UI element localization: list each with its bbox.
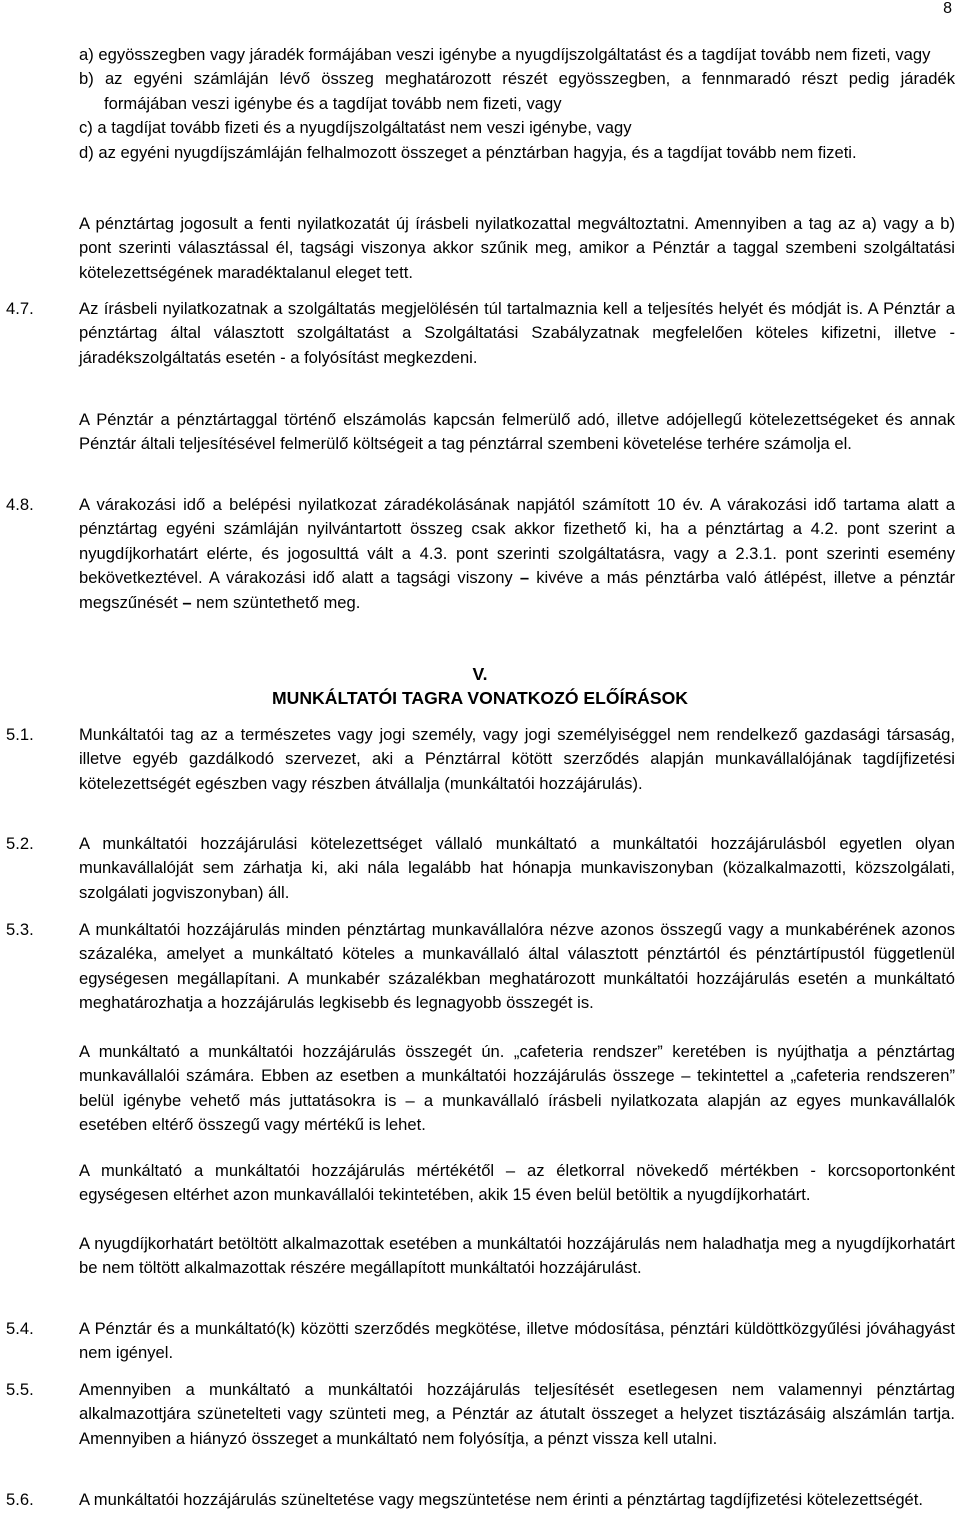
section-number-4-8: 4.8. [6,495,34,514]
list-item-c: c) a tagdíjat tovább fizeti és a nyugdíjszolgáltatást nem veszi igénybe, vagy [79,118,632,138]
section-4-7-paragraph-1: Az írásbeli nyilatkozatnak a szolgáltatás megjelölésén túl tartalmaznia kell a teljesítés helyét és módját is. A Pénztár a pénztártag által választott szolgáltatást a Szolgáltatási Szabályzatnak megfelelően köteles kifizetni, illetve - járadékszolgáltatás esetén - a folyósítást megkezdeni. [79,299,955,367]
section-4-8-text-part-2: kivéve a más pénztárba való átlépést, illetve a pénztár megszűnését [79,568,955,612]
list-item-d: d) az egyéni nyugdíjszámláján felhalmozott összeget a pénztárban hagyja, és a tagdíjat tovább nem fizeti. [79,142,857,162]
section-5-3-paragraph-3: A munkáltató a munkáltatói hozzájárulás mértékétől – az életkorral növekedő mértékben - korcsoportonként egységesen eltérhet azon munkavállalói tekintetében, akik 15 éven belül betöltik a nyugdíjkorhatárt. [79,1161,955,1205]
list-item-b: b) az egyéni számláján lévő összeg meghatározott részét egyösszegben, a fennmaradó részt pedig járadék formájában veszi igénybe és a tagdíjat tovább nem fizeti, vagy [79,69,955,113]
section-5-3-paragraph-4: A nyugdíjkorhatárt betöltött alkalmazottak esetében a munkáltatói hozzájárulás nem haladhatja meg a nyugdíjkorhatárt be nem töltött alkalmazottak részére megállapított munkáltatói hozzájárulást. [79,1234,955,1278]
withdrawal-options-list [79,43,955,165]
section-4-8-text-part-1: A várakozási idő a belépési nyilatkozat záradékolásának napjától számított 10 év. A várakozási idő tartama alatt a pénztártag egyéni számláján nyilvántartott összeg csak akkor fizethető ki, ha a pénztártag a 4.2. pont szerint a nyugdíjkorhatárt elérte, és jogosulttá vált a 4.3. pont szerinti szolgáltatásra, vagy a 2.3.1. pont szerinti esemény bekövetkeztével. A várakozási idő alatt a tagsági viszony [79,495,955,588]
section-number-5-4: 5.4. [6,1319,34,1338]
chapter-number: V. [472,664,488,684]
section-number-4-7: 4.7. [6,299,34,318]
section-5-1-paragraph: Munkáltatói tag az a természetes vagy jogi személy, vagy jogi személyiséggel nem rendelkező gazdasági társaság, illetve egyéb gazdálkodó szervezet, aki a Pénztárral kötött szerződés alapján munkavállalójának tagdíjfizetési kötelezettségét egészben vagy részben átvállalja (munkáltatói hozzájárulás). [79,725,955,793]
page-number: 8 [943,0,952,17]
section-number-5-3: 5.3. [6,920,34,939]
section-number-5-5: 5.5. [6,1380,34,1399]
section-number-5-2: 5.2. [6,834,34,853]
section-4-8-dash-1: – [519,568,530,588]
section-5-4-paragraph: A Pénztár és a munkáltató(k) közötti szerződés megkötése, illetve módosítása, pénztári küldöttközgyűlési jóváhagyást nem igényel. [79,1319,955,1363]
section-4-8-paragraph [79,493,955,615]
section-number-5-6: 5.6. [6,1490,34,1509]
section-5-3-paragraph-2: A munkáltató a munkáltatói hozzájárulás összegét ún. „cafeteria rendszer” keretében is nyújthatja a pénztártag munkavállalói számára. Ebben az esetben a munkáltatói hozzájárulás összege – tekintettel a „cafeteria rendszeren” belül igénybe vehető más juttatásokra is – a munkavállaló írásbeli nyilatkozata alapján az egyes munkavállalók esetében eltérő összegű vagy mértékű is lehet. [79,1042,955,1135]
list-item-a: a) egyösszegben vagy járadék formájában veszi igénybe a nyugdíjszolgáltatást és a tagdíjat tovább nem fizeti, vagy [79,45,931,64]
section-5-2-paragraph: A munkáltatói hozzájárulási kötelezettséget vállaló munkáltató a munkáltatói hozzájárulásból egyetlen olyan munkavállalóját sem zárhatja ki, aki nála legalább hat hónapja munkaviszonyban (közalkalmazotti, közszolgálati, szolgálati jogviszonyban) áll. [79,834,955,902]
section-4-8-text-part-3: nem szüntethető meg. [191,592,361,612]
section-5-6-paragraph: A munkáltatói hozzájárulás szüneltetése vagy megszüntetése nem érinti a pénztártag tagdíjfizetési kötelezettségét. [79,1490,923,1509]
section-5-5-paragraph: Amennyiben a munkáltató a munkáltatói hozzájárulás teljesítését esetlegesen nem valamennyi pénztártag alkalmazottjára szünetelteti vagy szünteti meg, a Pénztár az átutalt összeget a helyzet tisztázásáig alszámlán tartja. Amennyiben a hiányzó összeget a munkáltató nem folyósítja, a pénzt vissza kell utalni. [79,1380,955,1448]
section-4-7-paragraph-2: A Pénztár a pénztártaggal történő elszámolás kapcsán felmerülő adó, illetve adójellegű kötelezettségeket és annak Pénztár általi teljesítésével felmerülő költségeit a tag pénztárral szembeni követelése terhére számolja el. [79,410,955,454]
declaration-change-paragraph: A pénztártag jogosult a fenti nyilatkozatát új írásbeli nyilatkozattal megváltoztatni. Amennyiben a tag az a) vagy a b) pont szerinti választással él, tagsági viszonya akkor szűnik meg, amikor a Pénztár a taggal szembeni szolgáltatási kötelezettségének maradéktalanul eleget tett. [79,214,955,282]
chapter-title: MUNKÁLTATÓI TAGRA VONATKOZÓ ELŐÍRÁSOK [271,688,689,708]
section-number-5-1: 5.1. [6,725,34,744]
section-4-8-dash-2: – [182,592,192,612]
section-5-3-paragraph-1: A munkáltatói hozzájárulás minden pénztártag munkavállalóra nézve azonos összegű vagy a munkabérének azonos százaléka, amelyet a munkáltató köteles a munkavállaló által választott pénztártól és pénztártípustól függetlenül egységesen megállapítani. A munkabér százalékban meghatározott munkáltatói hozzájárulás esetén a munkáltató meghatározhatja a hozzájárulás legkisebb és legnagyobb összegét is. [79,920,955,1013]
